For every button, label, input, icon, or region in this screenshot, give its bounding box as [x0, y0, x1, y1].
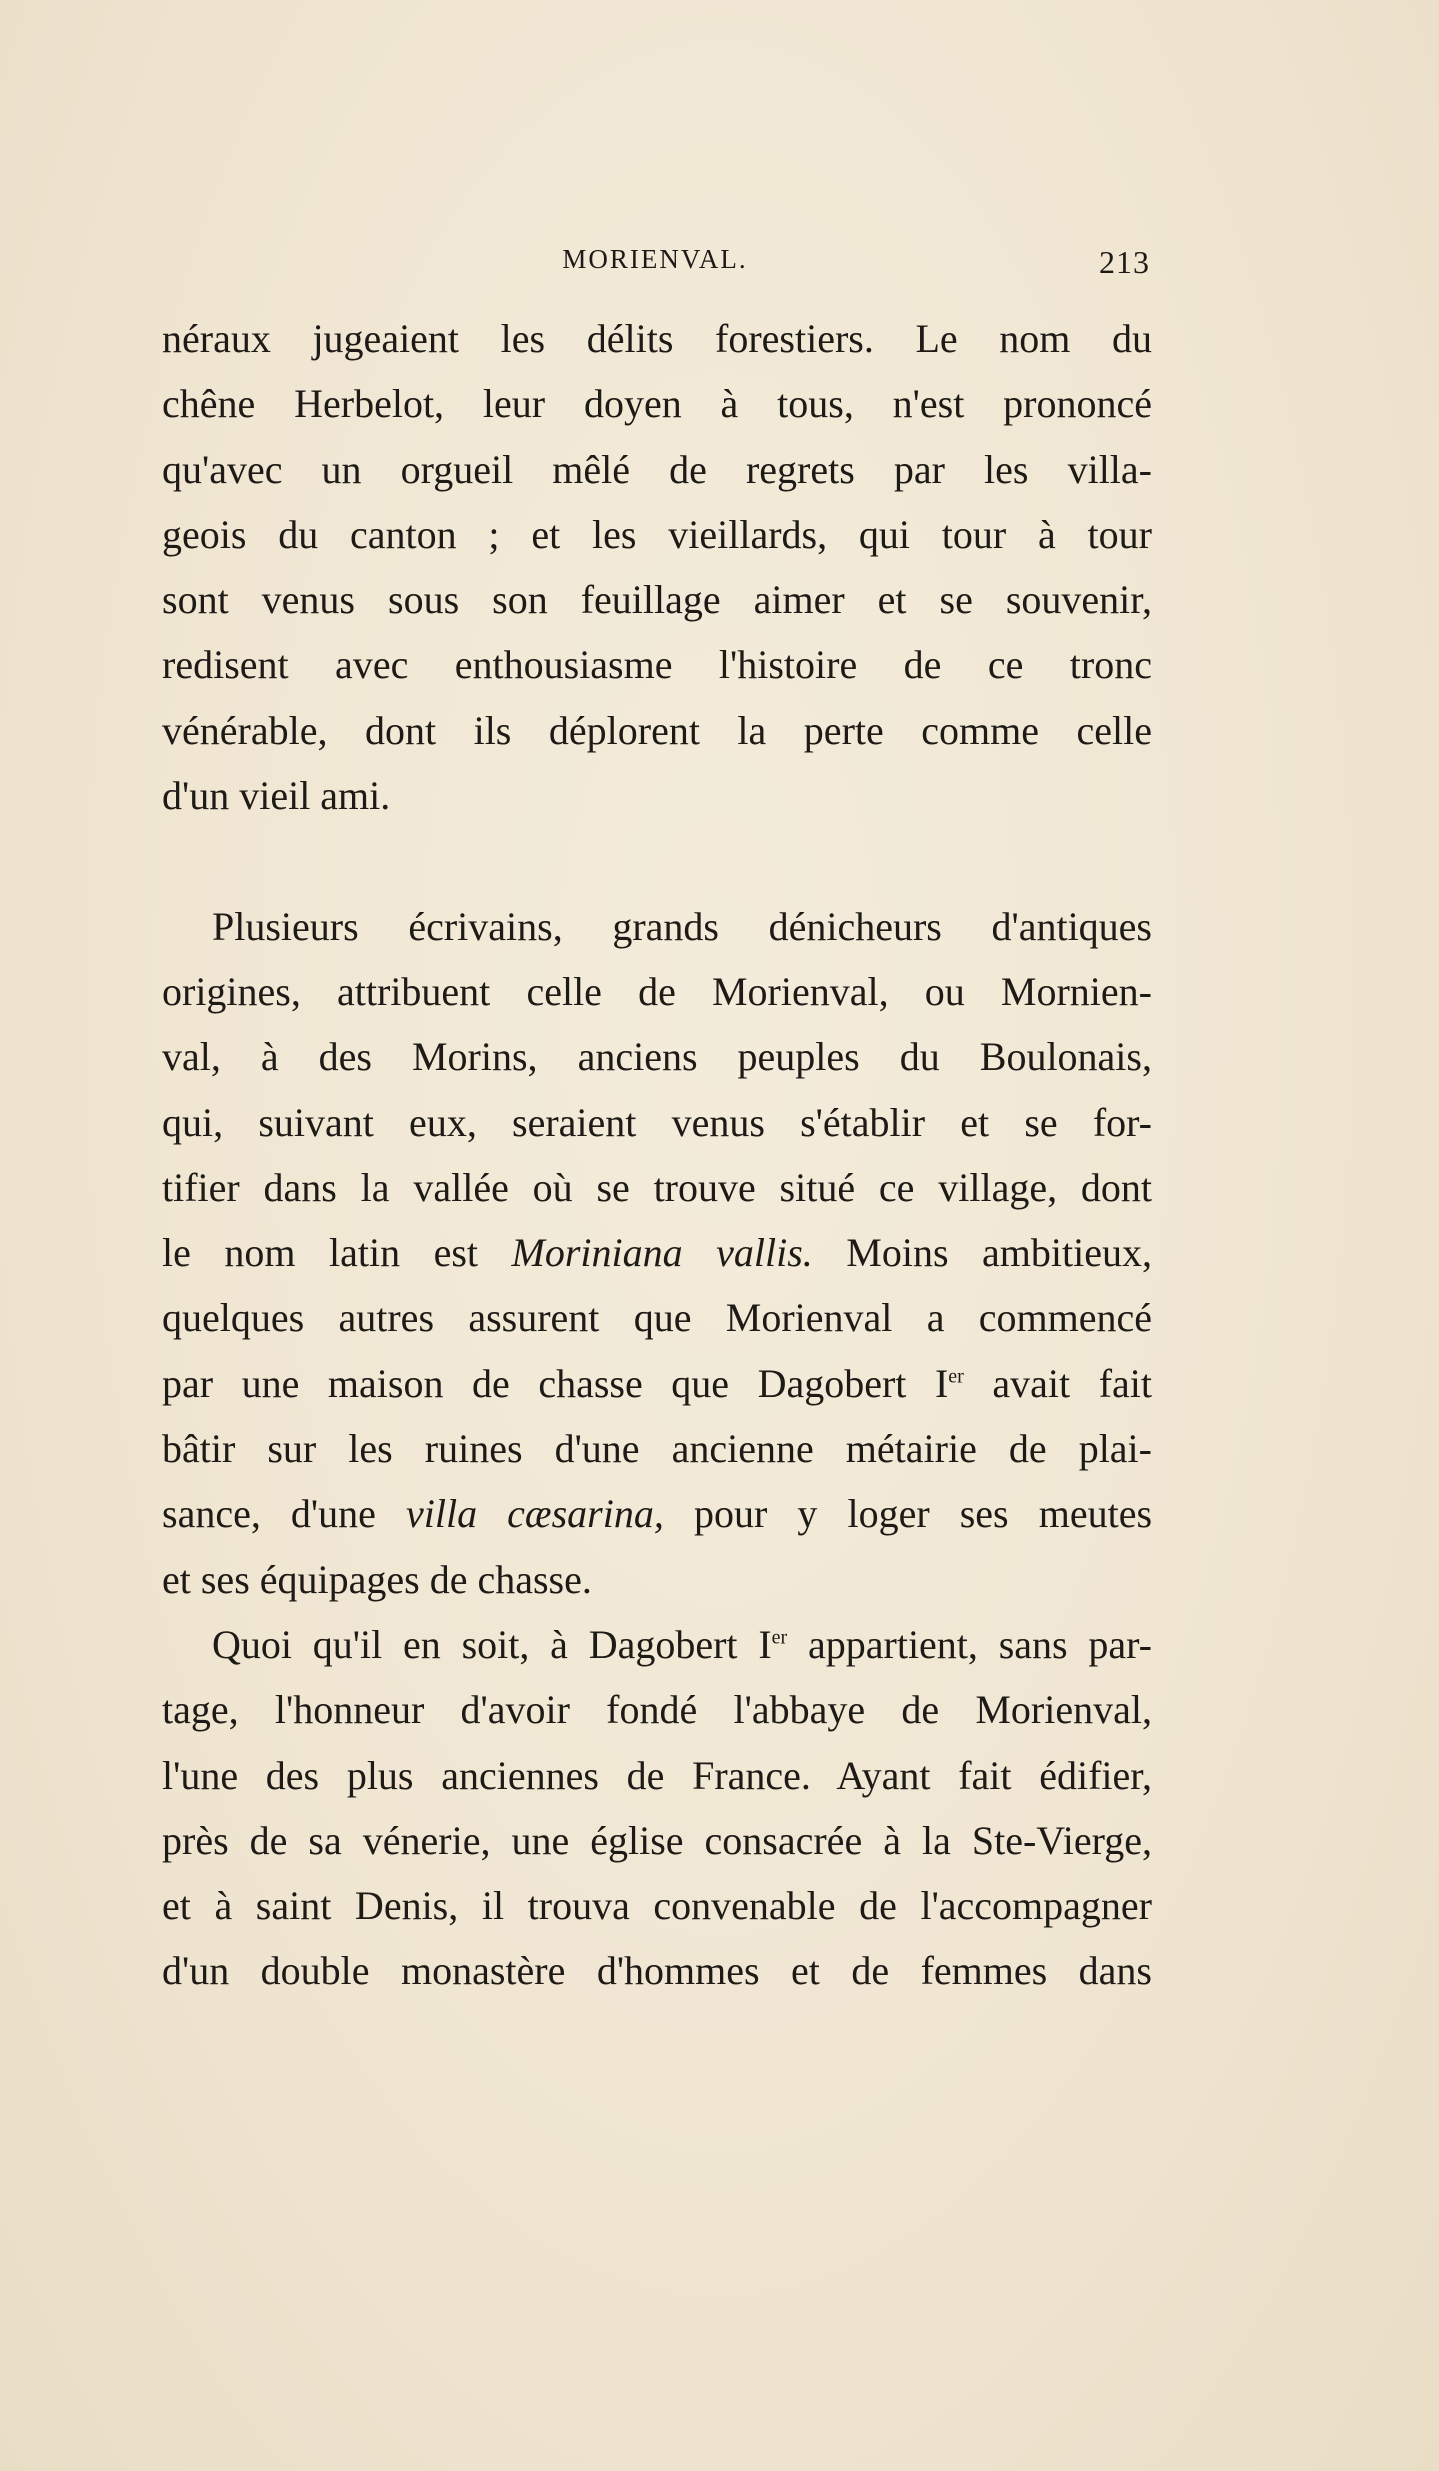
text-segment: avait fait	[992, 1360, 1152, 1406]
paragraph-break	[162, 828, 1152, 893]
text-line: redisent avec enthousiasme l'histoire de ce tronc	[162, 642, 1152, 688]
text-segment: sance, d'une	[162, 1491, 376, 1537]
text-line: près de sa vénerie, une église consacrée à la Ste-Vierge,	[162, 1817, 1152, 1863]
text-line: tage, l'honneur d'avoir fondé l'abbaye de Morienval,	[162, 1687, 1152, 1733]
running-head: MORIENVAL.	[562, 244, 748, 274]
text-line: chêne Herbelot, leur doyen à tous, n'est prononcé	[162, 381, 1152, 427]
page-number: 213	[1099, 244, 1150, 280]
text-line: bâtir sur les ruines d'une ancienne métairie de plai-	[162, 1426, 1152, 1472]
italic-latin-name: Moriniana vallis.	[511, 1230, 813, 1276]
text-segment: appartient, sans par-	[808, 1621, 1152, 1667]
text-line	[162, 1351, 1152, 1416]
text-line: qui, suivant eux, seraient venus s'établir et se for-	[162, 1099, 1152, 1145]
text-line: sont venus sous son feuillage aimer et se souvenir,	[162, 577, 1152, 623]
text-line: quelques autres assurent que Morienval a commencé	[162, 1295, 1152, 1341]
text-line: tifier dans la vallée où se trouve situé ce village, dont	[162, 1164, 1152, 1210]
text-segment: Quoi qu'il en soit, à Dagobert I	[212, 1621, 772, 1667]
text-segment: le nom latin est	[162, 1230, 479, 1276]
text-line: Plusieurs écrivains, grands dénicheurs d'antiques	[212, 903, 1152, 949]
text-line: vénérable, dont ils déplorent la perte comme celle	[162, 707, 1152, 753]
text-line: qu'avec un orgueil mêlé de regrets par les villa-	[162, 446, 1152, 492]
text-line: néraux jugeaient les délits forestiers. Le nom du	[162, 316, 1152, 361]
text-line: val, à des Morins, anciens peuples du Boulonais,	[162, 1034, 1152, 1080]
text-line: l'une des plus anciennes de France. Ayant fait édifier,	[162, 1752, 1152, 1798]
text-segment: Moins ambitieux,	[846, 1230, 1153, 1276]
text-line: et à saint Denis, il trouva convenable de l'accompagner	[162, 1883, 1152, 1929]
page-header	[160, 244, 1150, 284]
body-text	[162, 306, 1152, 2004]
text-line: d'un double monastère d'hommes et de femmes dans	[162, 1948, 1152, 1994]
superscript-er: er	[948, 1365, 964, 1388]
superscript-er: er	[771, 1626, 788, 1649]
text-line: d'un vieil ami.	[162, 773, 391, 819]
text-segment: pour y loger ses meutes	[693, 1491, 1153, 1537]
text-line	[162, 1220, 1152, 1285]
text-line	[162, 1481, 1152, 1546]
text-line	[162, 1612, 1152, 1677]
text-line: origines, attribuent celle de Morienval, ou Mornien-	[162, 968, 1152, 1014]
text-line: geois du canton ; et les vieillards, qui tour à tour	[162, 511, 1152, 557]
text-segment: par une maison de chasse que Dagobert I	[162, 1360, 949, 1406]
text-line: et ses équipages de chasse.	[162, 1556, 592, 1602]
italic-villa-caesarina: villa cæsarina,	[405, 1491, 664, 1537]
